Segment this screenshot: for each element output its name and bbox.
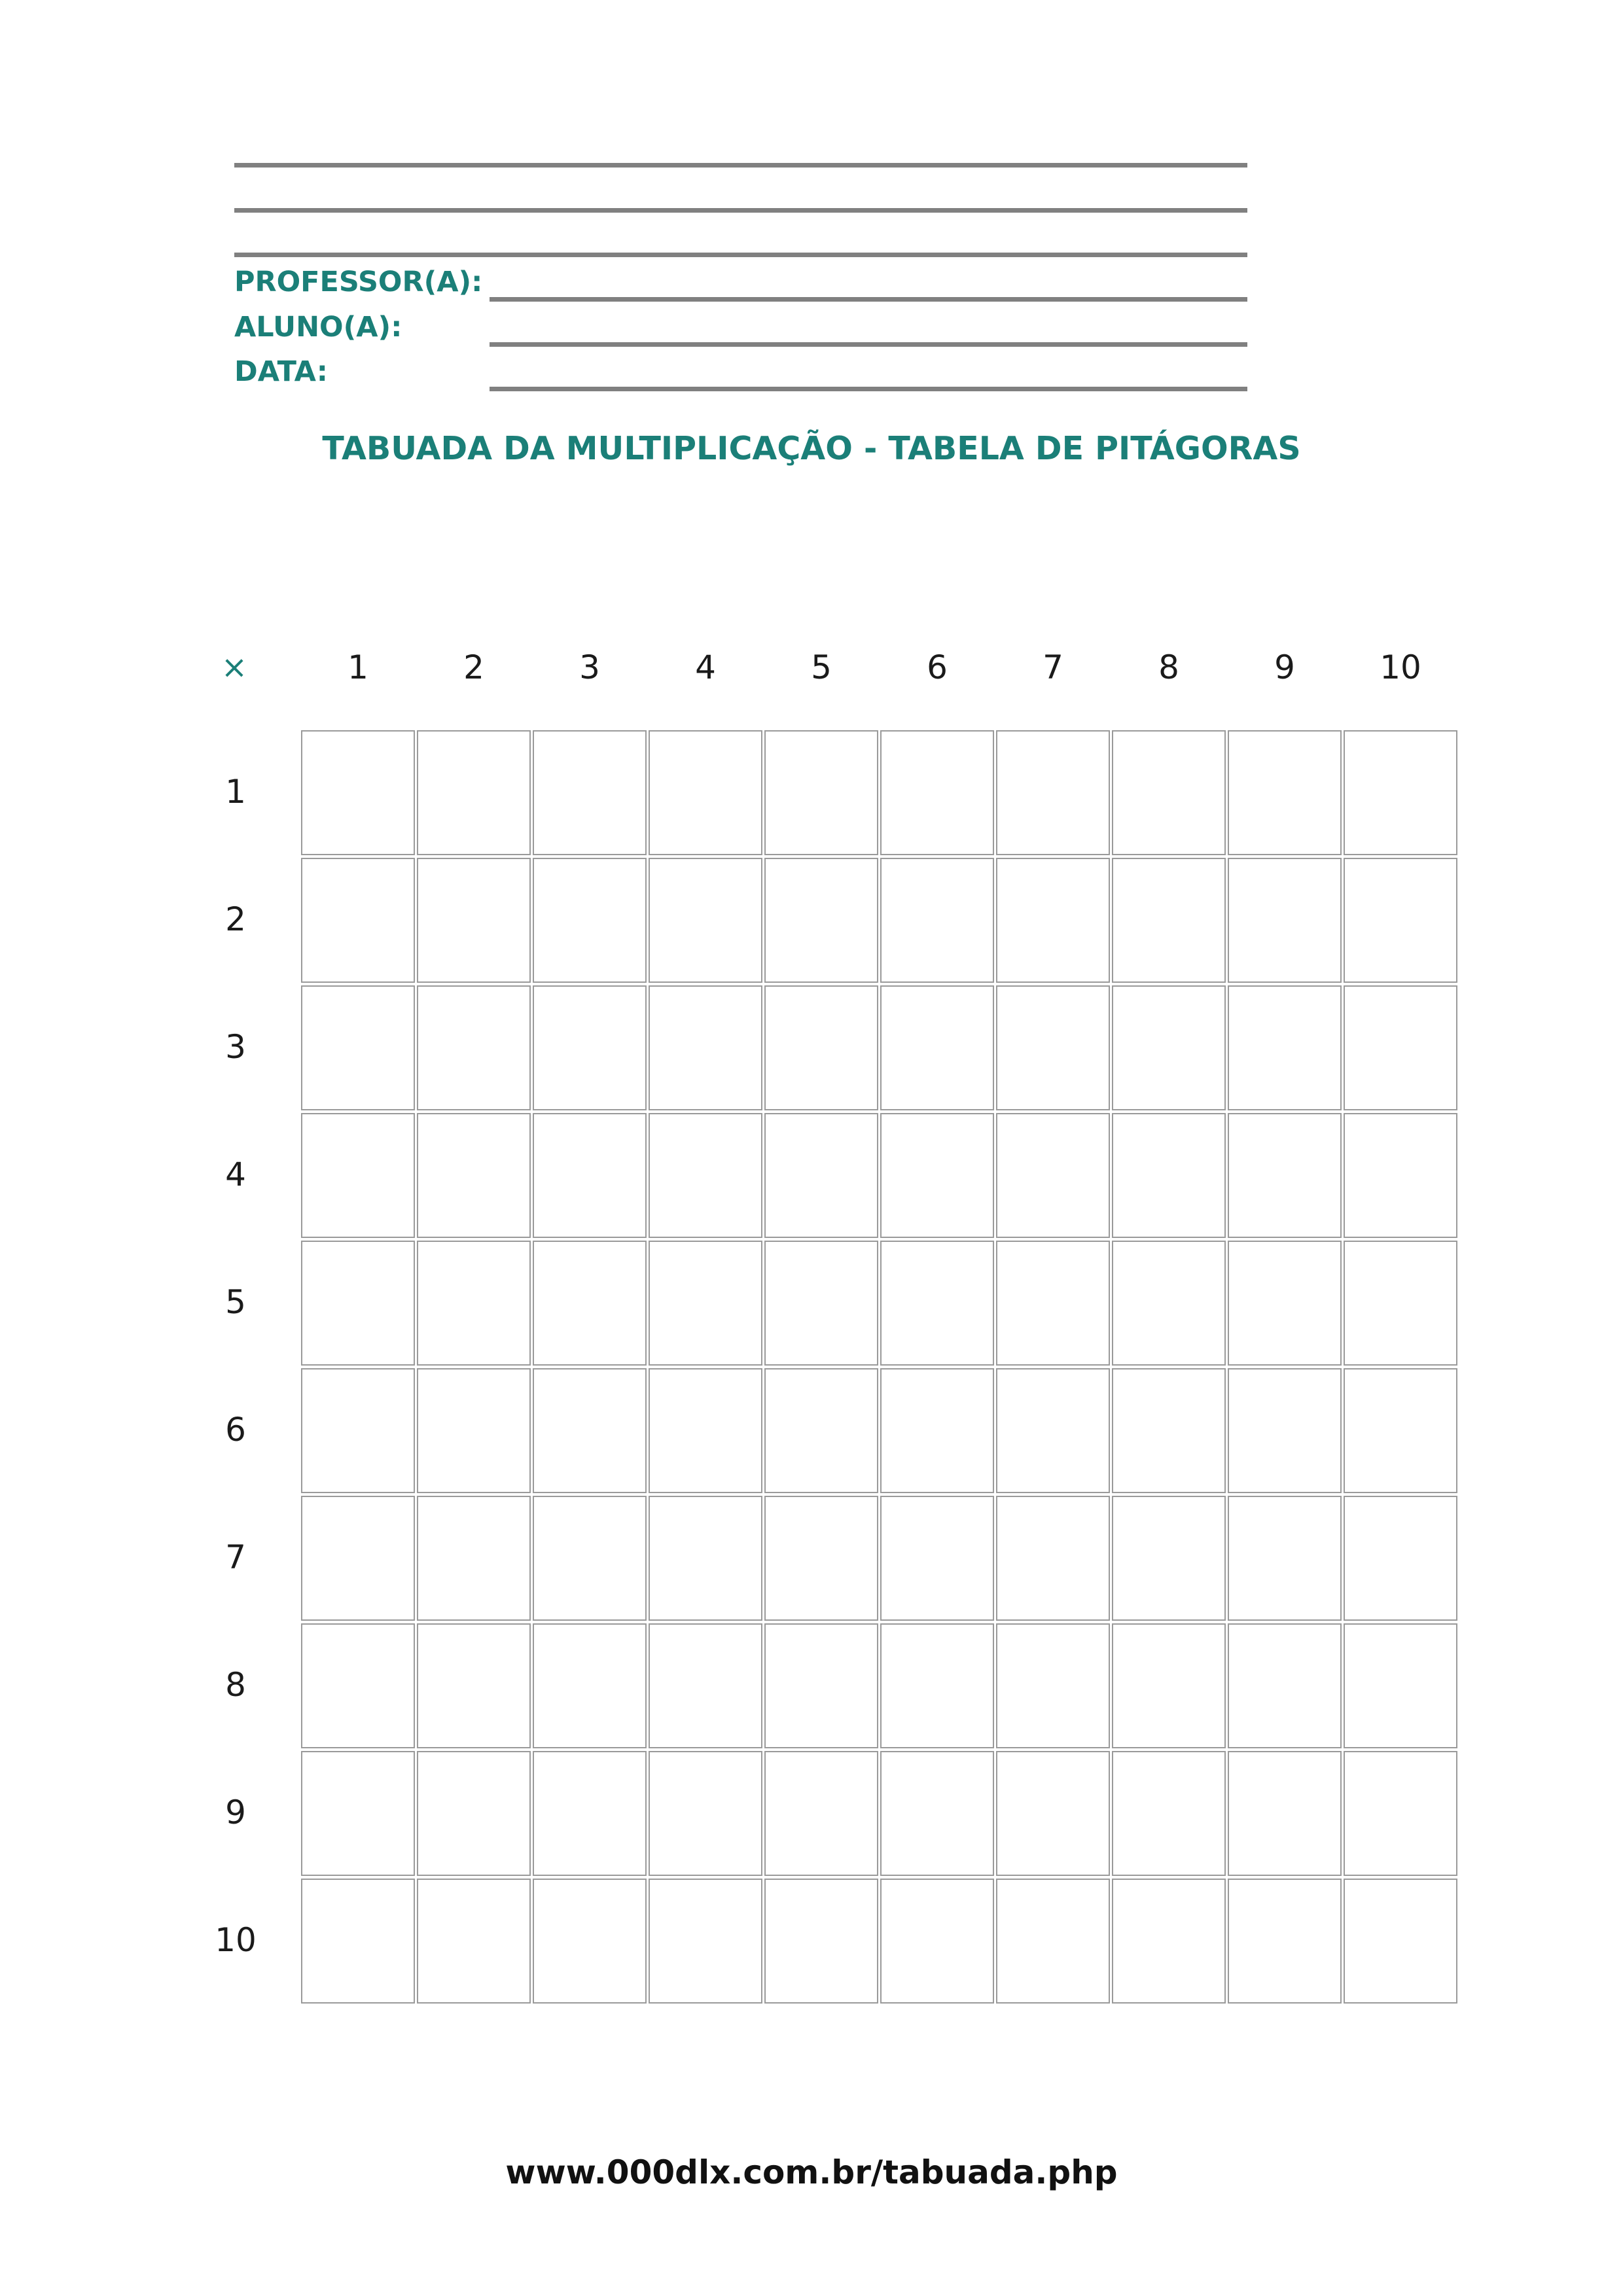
column-header-7: 7 <box>1043 648 1063 686</box>
footer-url: www.000dlx.com.br/tabuada.php <box>505 2153 1118 2191</box>
data-label: DATA: <box>234 355 328 388</box>
answer-cell-8x2[interactable] <box>417 1623 531 1748</box>
row-header-7: 7 <box>225 1538 246 1576</box>
answer-cell-1x4[interactable] <box>649 730 762 855</box>
answer-cell-7x6[interactable] <box>880 1496 994 1621</box>
answer-cell-4x6[interactable] <box>880 1113 994 1238</box>
answer-cell-4x8[interactable] <box>1112 1113 1226 1238</box>
row-header-8: 8 <box>225 1666 246 1704</box>
answer-cell-7x4[interactable] <box>649 1496 762 1621</box>
answer-cell-9x9[interactable] <box>1228 1751 1342 1876</box>
answer-cell-1x2[interactable] <box>417 730 531 855</box>
answer-cell-8x8[interactable] <box>1112 1623 1226 1748</box>
column-header-10: 10 <box>1380 648 1421 686</box>
answer-cell-8x10[interactable] <box>1344 1623 1457 1748</box>
answer-cell-9x10[interactable] <box>1344 1751 1457 1876</box>
row-header-2: 2 <box>225 900 246 938</box>
answer-cell-7x10[interactable] <box>1344 1496 1457 1621</box>
answer-cell-3x6[interactable] <box>880 985 994 1110</box>
answer-cell-9x7[interactable] <box>996 1751 1110 1876</box>
answer-cell-2x7[interactable] <box>996 858 1110 983</box>
answer-cell-10x8[interactable] <box>1112 1879 1226 2004</box>
answer-cell-8x9[interactable] <box>1228 1623 1342 1748</box>
answer-cell-2x2[interactable] <box>417 858 531 983</box>
answer-cell-6x1[interactable] <box>301 1368 415 1493</box>
answer-cell-3x7[interactable] <box>996 985 1110 1110</box>
answer-cell-7x8[interactable] <box>1112 1496 1226 1621</box>
professor-field-line[interactable] <box>490 297 1247 302</box>
answer-cell-7x2[interactable] <box>417 1496 531 1621</box>
column-header-4: 4 <box>695 648 716 686</box>
row-header-4: 4 <box>225 1156 246 1193</box>
answer-cell-5x6[interactable] <box>880 1241 994 1366</box>
answer-cell-3x8[interactable] <box>1112 985 1226 1110</box>
answer-cell-10x10[interactable] <box>1344 1879 1457 2004</box>
answer-cell-6x10[interactable] <box>1344 1368 1457 1493</box>
row-header-10: 10 <box>215 1921 257 1959</box>
answer-cell-8x6[interactable] <box>880 1623 994 1748</box>
answer-cell-8x5[interactable] <box>764 1623 878 1748</box>
answer-cell-2x9[interactable] <box>1228 858 1342 983</box>
answer-cell-1x6[interactable] <box>880 730 994 855</box>
answer-cell-3x10[interactable] <box>1344 985 1457 1110</box>
row-header-5: 5 <box>225 1283 246 1321</box>
answer-cell-1x9[interactable] <box>1228 730 1342 855</box>
answer-cell-5x7[interactable] <box>996 1241 1110 1366</box>
page-title: TABUADA DA MULTIPLICAÇÃO - TABELA DE PITÁGORAS <box>322 430 1301 467</box>
answer-cell-2x10[interactable] <box>1344 858 1457 983</box>
answer-cell-10x3[interactable] <box>533 1879 647 2004</box>
answer-cell-5x8[interactable] <box>1112 1241 1226 1366</box>
answer-cell-1x3[interactable] <box>533 730 647 855</box>
answer-cell-4x1[interactable] <box>301 1113 415 1238</box>
column-header-3: 3 <box>579 648 600 686</box>
column-header-1: 1 <box>348 648 368 686</box>
column-header-6: 6 <box>927 648 948 686</box>
answer-cell-7x9[interactable] <box>1228 1496 1342 1621</box>
answer-cell-9x3[interactable] <box>533 1751 647 1876</box>
answer-cell-1x7[interactable] <box>996 730 1110 855</box>
answer-cell-2x4[interactable] <box>649 858 762 983</box>
answer-cell-5x3[interactable] <box>533 1241 647 1366</box>
row-header-3: 3 <box>225 1028 246 1066</box>
row-header-6: 6 <box>225 1411 246 1449</box>
aluno-label: ALUNO(A): <box>234 311 402 344</box>
answer-cell-1x1[interactable] <box>301 730 415 855</box>
answer-cell-10x2[interactable] <box>417 1879 531 2004</box>
row-header-1: 1 <box>225 773 246 811</box>
answer-cell-10x9[interactable] <box>1228 1879 1342 2004</box>
header-blank-line-2 <box>234 208 1247 213</box>
answer-cell-9x2[interactable] <box>417 1751 531 1876</box>
row-header-9: 9 <box>225 1793 246 1831</box>
answer-cell-3x2[interactable] <box>417 985 531 1110</box>
answer-cell-5x1[interactable] <box>301 1241 415 1366</box>
answer-cell-8x4[interactable] <box>649 1623 762 1748</box>
answer-cell-2x3[interactable] <box>533 858 647 983</box>
answer-cell-1x5[interactable] <box>764 730 878 855</box>
answer-cell-9x4[interactable] <box>649 1751 762 1876</box>
answer-cell-7x7[interactable] <box>996 1496 1110 1621</box>
header-blank-line-1 <box>234 163 1247 168</box>
answer-cell-5x10[interactable] <box>1344 1241 1457 1366</box>
answer-cell-4x4[interactable] <box>649 1113 762 1238</box>
times-icon: × <box>221 649 248 686</box>
answer-cell-5x4[interactable] <box>649 1241 762 1366</box>
column-header-8: 8 <box>1158 648 1179 686</box>
answer-cell-7x3[interactable] <box>533 1496 647 1621</box>
answer-cell-2x1[interactable] <box>301 858 415 983</box>
answer-cell-8x1[interactable] <box>301 1623 415 1748</box>
column-header-9: 9 <box>1274 648 1295 686</box>
answer-cell-10x4[interactable] <box>649 1879 762 2004</box>
answer-cell-6x4[interactable] <box>649 1368 762 1493</box>
answer-cell-2x6[interactable] <box>880 858 994 983</box>
answer-cell-4x9[interactable] <box>1228 1113 1342 1238</box>
answer-cell-10x6[interactable] <box>880 1879 994 2004</box>
professor-label: PROFESSOR(A): <box>234 266 483 298</box>
answer-cell-6x2[interactable] <box>417 1368 531 1493</box>
header-blank-line-3 <box>234 253 1247 257</box>
answer-cell-6x7[interactable] <box>996 1368 1110 1493</box>
answer-cell-2x8[interactable] <box>1112 858 1226 983</box>
answer-cell-7x1[interactable] <box>301 1496 415 1621</box>
answer-cell-1x8[interactable] <box>1112 730 1226 855</box>
answer-cell-3x5[interactable] <box>764 985 878 1110</box>
answer-cell-4x10[interactable] <box>1344 1113 1457 1238</box>
answer-cell-10x1[interactable] <box>301 1879 415 2004</box>
answer-cell-1x10[interactable] <box>1344 730 1457 855</box>
answer-cell-3x3[interactable] <box>533 985 647 1110</box>
answer-cell-3x1[interactable] <box>301 985 415 1110</box>
answer-cell-6x3[interactable] <box>533 1368 647 1493</box>
answer-cell-10x7[interactable] <box>996 1879 1110 2004</box>
answer-cell-5x5[interactable] <box>764 1241 878 1366</box>
answer-cell-6x6[interactable] <box>880 1368 994 1493</box>
answer-cell-4x5[interactable] <box>764 1113 878 1238</box>
answer-cell-6x8[interactable] <box>1112 1368 1226 1493</box>
answer-cell-2x5[interactable] <box>764 858 878 983</box>
data-field-line[interactable] <box>490 387 1247 391</box>
answer-cell-5x2[interactable] <box>417 1241 531 1366</box>
answer-cell-3x9[interactable] <box>1228 985 1342 1110</box>
answer-cell-9x6[interactable] <box>880 1751 994 1876</box>
aluno-field-line[interactable] <box>490 342 1247 347</box>
column-header-2: 2 <box>463 648 484 686</box>
answer-cell-9x5[interactable] <box>764 1751 878 1876</box>
answer-cell-4x7[interactable] <box>996 1113 1110 1238</box>
answer-cell-6x9[interactable] <box>1228 1368 1342 1493</box>
answer-cell-8x7[interactable] <box>996 1623 1110 1748</box>
column-header-5: 5 <box>811 648 832 686</box>
answer-cell-6x5[interactable] <box>764 1368 878 1493</box>
answer-cell-9x1[interactable] <box>301 1751 415 1876</box>
answer-cell-10x5[interactable] <box>764 1879 878 2004</box>
answer-cell-9x8[interactable] <box>1112 1751 1226 1876</box>
answer-cell-8x3[interactable] <box>533 1623 647 1748</box>
answer-cell-7x5[interactable] <box>764 1496 878 1621</box>
answer-cell-5x9[interactable] <box>1228 1241 1342 1366</box>
answer-cell-3x4[interactable] <box>649 985 762 1110</box>
answer-cell-4x2[interactable] <box>417 1113 531 1238</box>
answer-cell-4x3[interactable] <box>533 1113 647 1238</box>
